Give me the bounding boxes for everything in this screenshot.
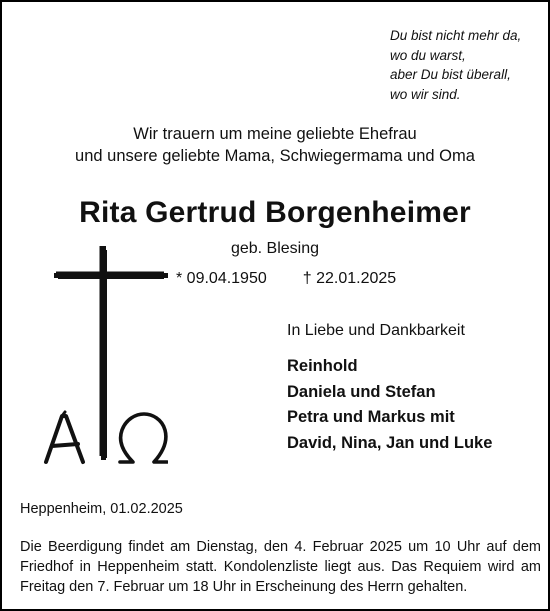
deceased-name: Rita Gertrud Borgenheimer: [79, 196, 471, 229]
poem: [390, 26, 540, 104]
mourners-heading: In Liebe und Dankbarkeit: [287, 322, 465, 339]
maiden-name: geb. Blesing: [230, 240, 320, 257]
mourner-name: Petra und Markus mit: [287, 408, 455, 426]
mourner-name: Reinhold: [287, 357, 358, 375]
birth-date: * 09.04.1950: [176, 270, 267, 287]
death-date: † 22.01.2025: [302, 270, 397, 287]
mourner-name: Daniela und Stefan: [287, 382, 436, 401]
mourner-name: David, Nina, Jan und Luke: [287, 433, 493, 452]
place-date: Heppenheim, 01.02.2025: [20, 501, 183, 517]
cross-alpha-omega-icon: [38, 240, 168, 472]
poem-line: Du bist nicht mehr da,: [390, 28, 522, 43]
mourners-list: [287, 354, 492, 456]
poem-line: wo du warst,: [390, 47, 466, 63]
life-dates: [176, 270, 396, 288]
intro-text: [2, 123, 548, 167]
intro-line-1: Wir trauern um meine geliebte Ehefrau: [133, 125, 417, 143]
intro-line-2: und unsere geliebte Mama, Schwiegermama und Oma: [75, 147, 475, 165]
poem-line: wo wir sind.: [390, 86, 461, 102]
poem-line: aber Du bist überall,: [390, 67, 511, 82]
funeral-details: Die Beerdigung findet am Dienstag, den 4. Februar 2025 um 10 Uhr auf dem Friedhof in Heppenheim statt. Kondolenzliste liegt aus. Das Requiem wird am Freitag den 7. Februar um 18 Uhr in Erscheinung des Herrn gehalten.: [20, 539, 541, 595]
